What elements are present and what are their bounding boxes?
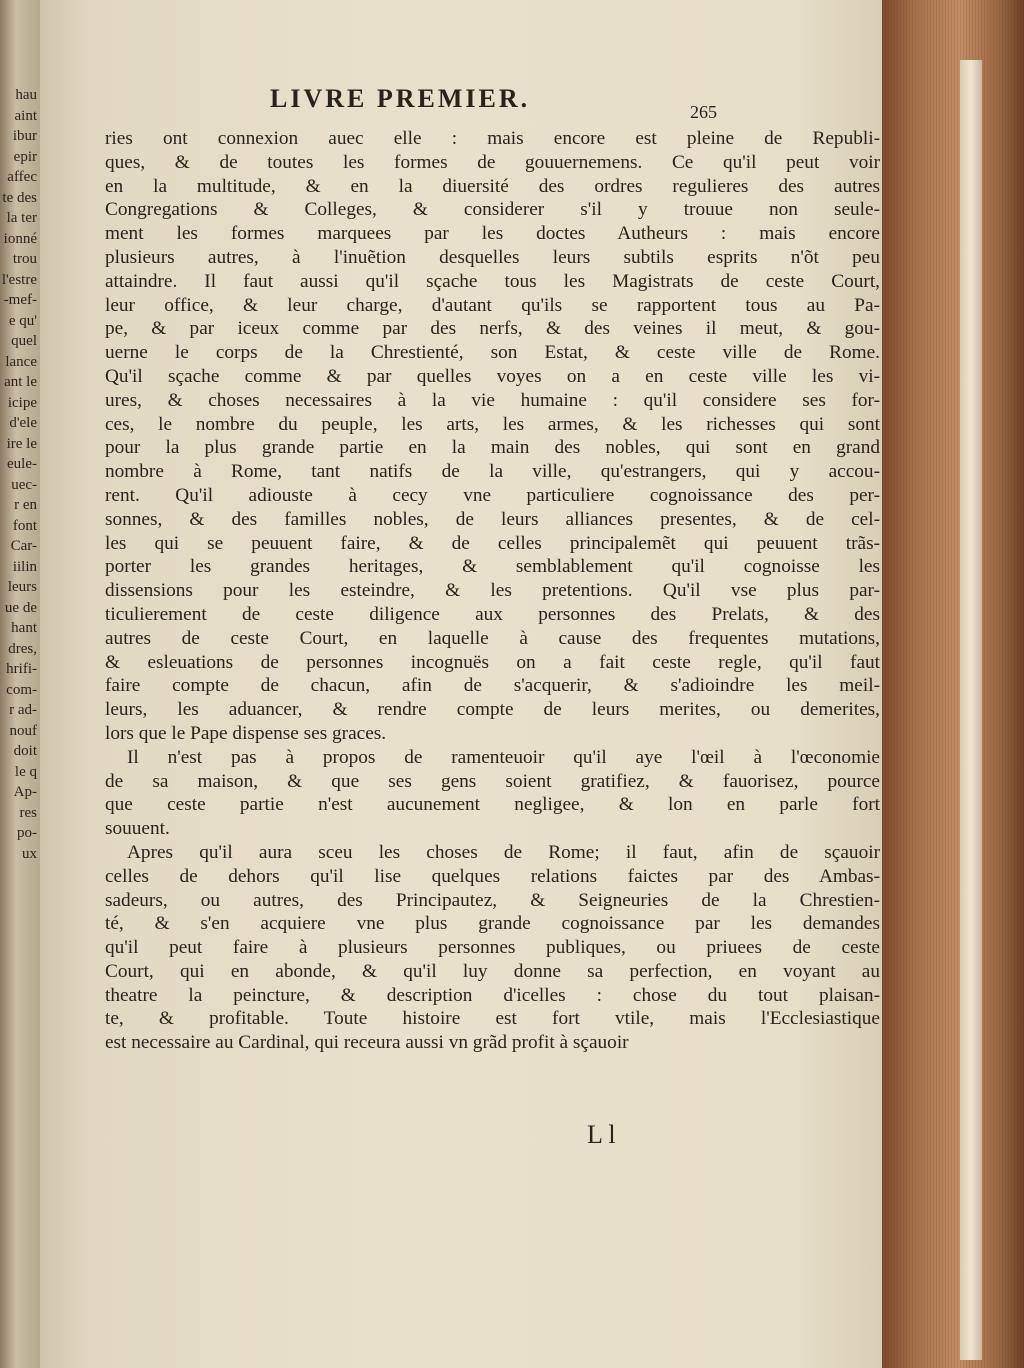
text-line: leurs, les aduancer, & rendre compte de leurs merites, ou demerites, (105, 699, 880, 721)
previous-page-fragment: uec- (11, 476, 37, 493)
previous-page-fragment: -mef- (3, 292, 37, 308)
text-line: ures, & choses necessaires à la vie humaine : qu'il considere ses for- (105, 389, 880, 411)
text-line: sonnes, & des familles nobles, de leurs alliances presentes, & de cel- (105, 508, 880, 530)
previous-page-fragment: res (19, 804, 37, 821)
book-cover-edge (960, 60, 982, 1360)
text-line: est necessaire au Cardinal, qui receura aussi vn grãd profit à sçauoir (105, 1032, 629, 1054)
text-line: sadeurs, ou autres, des Principautez, & Seigneuries de la Chrestien- (105, 889, 880, 911)
text-line: dissensions pour les esteindre, & les pretentions. Qu'il vse plus par- (105, 580, 880, 602)
previous-page-fragment: aint (14, 107, 37, 124)
page-number: 265 (690, 102, 717, 122)
text-line: attaindre. Il faut aussi qu'il sçache tous les Magistrats de ceste Court, (105, 270, 880, 292)
text-line: ticulierement de ceste diligence aux personnes des Prelats, & des (105, 603, 880, 625)
previous-page-fragment: com- (6, 681, 37, 698)
page (40, 0, 882, 1368)
previous-page-fragment: Car- (10, 538, 37, 554)
previous-page-fragment: epir (13, 148, 37, 165)
text-line: autres de ceste Court, en laquelle à cause des frequentes mutations, (105, 627, 880, 649)
text-line: souuent. (105, 818, 170, 840)
signature-mark: L l (587, 1120, 616, 1149)
previous-page-fragment: font (12, 517, 37, 534)
text-line: de sa maison, & que ses gens soient gratifiez, & fauorisez, pource (105, 770, 880, 792)
previous-page-fragment: doit (13, 743, 37, 759)
previous-page-fragment: quel (11, 333, 37, 349)
text-line: en la multitude, & en la diuersité des ordres regulieres des autres (105, 175, 880, 197)
previous-page-fragment: hau (15, 87, 37, 103)
previous-page-fragment: r en (14, 497, 37, 513)
text-line: ries ont connexion auec elle : mais encore est pleine de Republi- (105, 128, 880, 149)
previous-page-fragment: ant le (4, 374, 37, 390)
text-line: uerne le corps de la Chrestienté, son Estat, & ceste ville de Rome. (105, 342, 880, 364)
text-line: Qu'il sçache comme & par quelles voyes on a en ceste ville les vi- (105, 365, 880, 387)
previous-page-fragment: ux (22, 845, 37, 862)
previous-page-fragment: leurs (7, 579, 37, 595)
previous-page-fragment: hrifi- (6, 661, 37, 677)
previous-page-fragment: lance (5, 353, 37, 370)
text-line: theatre la peincture, & description d'icelles : chose du tout plaisan- (105, 984, 880, 1006)
previous-page-fragment: ire le (6, 435, 37, 452)
previous-page-fragment: te des (2, 189, 37, 206)
previous-page-fragment: hant (11, 620, 37, 636)
text-line: Court, qui en abonde, & qu'il luy donne sa perfection, en voyant au (105, 960, 880, 982)
text-line: que ceste partie n'est aucunement negligee, & lon en parle fort (105, 794, 880, 816)
previous-page-edge (0, 0, 40, 1368)
previous-page-fragment: affec (7, 169, 37, 185)
previous-page-fragment: icipe (7, 394, 37, 411)
text-line: celles de dehors qu'il lise quelques relations faictes par des Ambas- (105, 865, 880, 887)
text-line: rent. Qu'il adiouste à cecy vne particuliere cognoissance des per- (105, 484, 880, 506)
text-line: Apres qu'il aura sceu les choses de Rome; il faut, afin de sçauoir (127, 841, 880, 863)
previous-page-fragment: ionné (3, 230, 37, 247)
previous-page-fragment: d'ele (9, 415, 37, 431)
previous-page-fragment: le q (14, 763, 37, 780)
text-line: ment les formes marquees par les doctes Autheurs : mais encore (105, 223, 880, 245)
body-text (105, 127, 880, 1055)
text-line: & esleuations de personnes incognuës on a fait ceste regle, qu'il faut (105, 651, 880, 673)
previous-page-fragment: nouf (9, 722, 37, 739)
running-head: LIVRE PREMIER. (270, 84, 531, 113)
text-line: ques, & de toutes les formes de gouuernemens. Ce qu'il peut voir (105, 151, 880, 173)
previous-page-fragment: r ad- (9, 702, 37, 718)
previous-page-fragment: ue de (4, 599, 37, 616)
paragraph (105, 841, 880, 1055)
text-line: leur office, & leur charge, d'autant qu'ils se rapportent tous au Pa- (105, 294, 880, 316)
previous-page-fragment: eule- (7, 456, 37, 472)
previous-page-fragment: ibur (12, 128, 37, 144)
text-line: ces, le nombre du peuple, les arts, les armes, & les richesses qui sont (105, 413, 880, 435)
text-line: té, & s'en acquiere vne plus grande cognoissance par les demandes (105, 913, 880, 935)
text-line: qu'il peut faire à plusieurs personnes publiques, ou priuees de ceste (105, 937, 880, 959)
previous-page-fragment: Ap- (13, 784, 37, 800)
text-line: faire compte de chacun, afin de s'acquerir, & s'adioindre les meil- (105, 675, 880, 697)
text-line: nombre à Rome, tant natifs de la ville, qu'estrangers, qui y accou- (105, 461, 880, 483)
previous-page-fragments (0, 85, 40, 864)
book-fore-edge (882, 0, 1024, 1368)
text-line: pour la plus grande partie en la main des nobles, qui sont en grand (105, 437, 880, 459)
previous-page-fragment: l'estre (1, 271, 37, 288)
text-line: les qui se peuuent faire, & de celles principalemẽt qui peuuent trãs- (105, 532, 880, 554)
text-line: te, & profitable. Toute histoire est fort vtile, mais l'Ecclesiastique (105, 1008, 880, 1030)
text-line: Congregations & Colleges, & considerer s'il y trouue non seule- (105, 199, 880, 221)
previous-page-fragment: e qu' (8, 312, 37, 329)
paragraph (105, 127, 880, 746)
text-line: pe, & par iceux comme par des nerfs, & des veines il meut, & gou- (105, 318, 880, 340)
previous-page-fragment: iilin (12, 558, 37, 575)
text-line: lors que le Pape dispense ses graces. (105, 722, 387, 744)
previous-page-fragment: dres, (8, 640, 37, 657)
paragraph (105, 746, 880, 841)
previous-page-fragment: la ter (6, 210, 37, 226)
text-line: Il n'est pas à propos de ramenteuoir qu'il aye l'œil à l'œconomie (127, 746, 880, 768)
previous-page-fragment: trou (12, 251, 37, 267)
text-line: porter les grandes heritages, & semblablement qu'il cognoisse les (105, 556, 880, 578)
previous-page-fragment: po- (17, 825, 37, 841)
text-line: plusieurs autres, à l'inuẽtion desquelles leurs subtils esprits n'õt peu (105, 246, 880, 268)
